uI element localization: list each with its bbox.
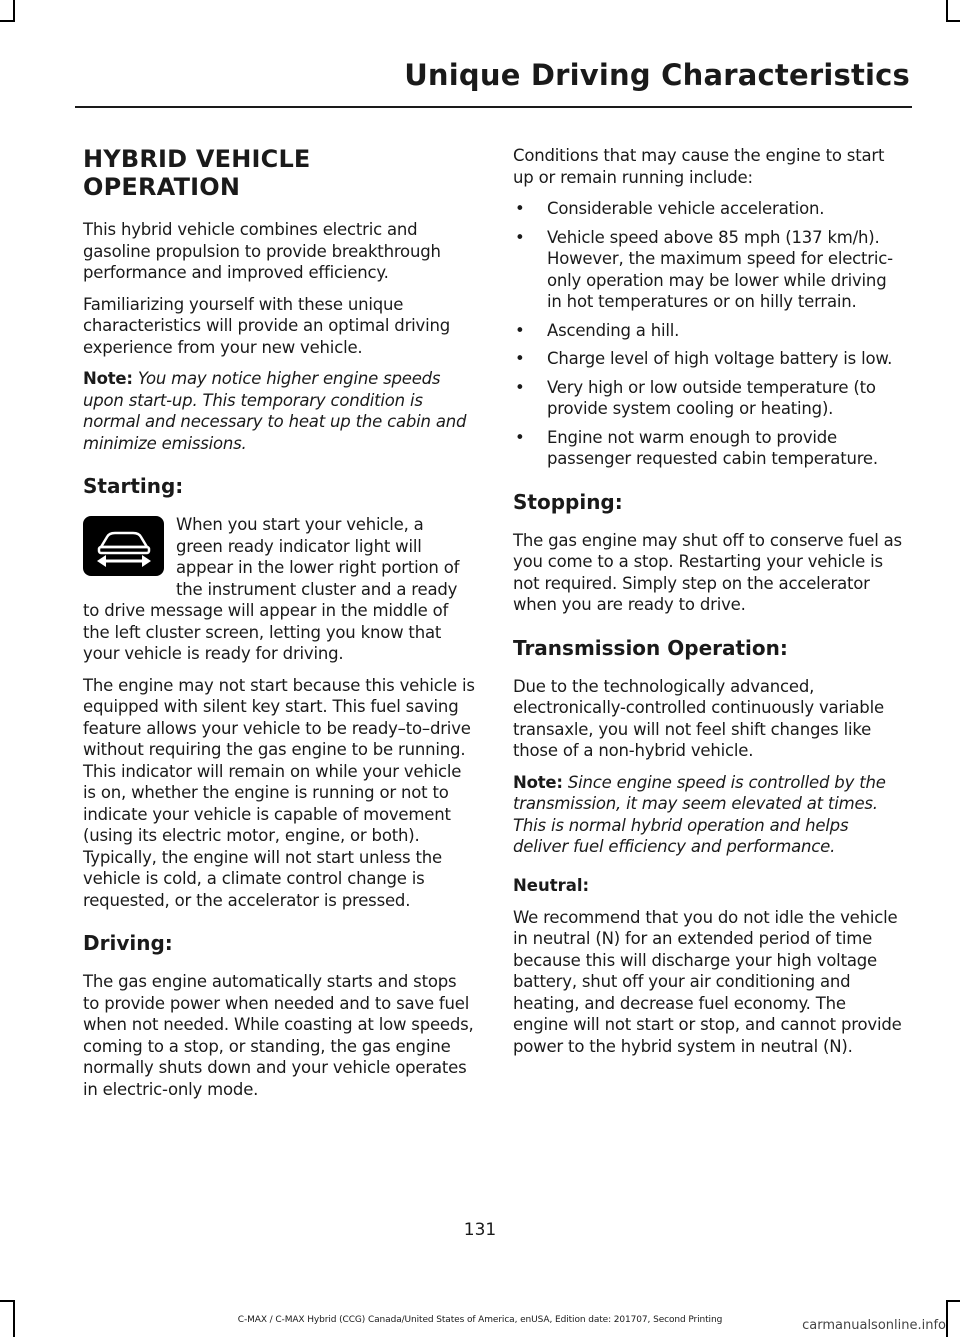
list-item [513,427,905,470]
header-divider [75,106,912,108]
stopping-heading: Stopping: [513,489,623,514]
list-item [513,320,905,342]
crop-mark-top-right-horizontal [946,20,960,22]
stopping-paragraph: The gas engine may shut off to conserve fuel as you come to a stop. Restarting your vehicle is not required. Simply step on the accelerator when you are ready to drive. [513,530,902,614]
footer-edition-info: C-MAX / C-MAX Hybrid (CCG) Canada/United States of America, enUSA, Edition date: 201707, Second Printing [237,1315,723,1325]
crop-mark-top-left-vertical [13,0,15,22]
note-label: Note: [83,369,133,388]
conditions-list [513,198,905,470]
starting-heading: Starting: [83,474,184,498]
starting-paragraph-1: When you start your vehicle, a green ready indicator light will appear in the lower right portion of the instrument cluster and a ready to drive message will appear in the middle of the left cluster screen, letting you know that your vehicle is ready for driving. [83,515,460,663]
note-label: Note: [513,772,563,792]
neutral-paragraph: We recommend that you do not idle the vehicle in neutral (N) for an extended period of time because this will discharge your high voltage battery, shut off your air conditioning and heating, and decrease fuel economy. The engine will not start or stop, and cannot provide power to the hybrid system in neutral (N). [513,907,902,1056]
watermark: carmanualsonline.info [802,1318,946,1333]
bullet: • [515,377,525,397]
list-item [513,377,905,420]
crop-mark-bottom-left-horizontal [0,1300,15,1302]
note-text: You may notice higher engine speeds upon start-up. This temporary condition is normal and necessary to heat up the cabin and minimize emissions. [83,369,467,453]
transmission-heading: Transmission Operation: [513,635,788,660]
left-column [83,145,475,1110]
conditions-intro: Conditions that may cause the engine to start up or remain running include: [513,146,885,187]
crop-mark-top-right-vertical [946,0,948,22]
bullet: • [515,227,525,247]
bullet: • [515,320,525,340]
list-item-text: Charge level of high voltage battery is low. [547,349,893,368]
driving-paragraph: The gas engine automatically starts and stops to provide power when needed and to save fuel when not needed. While coasting at low speeds, coming to a stop, or standing, the gas engine normally shuts down and your vehicle operates in electric-only mode. [83,972,474,1099]
driving-heading: Driving: [83,931,173,955]
section-heading: HYBRID VEHICLE OPERATION [83,145,311,201]
bullet: • [515,427,525,447]
page-section-title: Unique Driving Characteristics [404,58,910,92]
bullet: • [515,349,525,368]
right-column [513,145,905,1067]
neutral-heading: Neutral: [513,875,590,895]
list-item-text: Considerable vehicle acceleration. [547,199,825,218]
list-item [513,227,905,313]
list-item-text: Engine not warm enough to provide passenger requested cabin temperature. [547,427,878,468]
familiarize-paragraph: Familiarizing yourself with these unique characteristics will provide an optimal driving experience from your new vehicle. [83,294,451,357]
list-item [513,198,905,220]
startup-note [83,368,475,454]
page-number: 131 [463,1220,497,1240]
list-item-text: Ascending a hill. [547,320,680,340]
starting-paragraph-2: The engine may not start because this vehicle is equipped with silent key start. This fuel saving feature allows your vehicle to be ready–to–drive without requiring the gas engine to be running. This indicator will remain on while your vehicle is on, whether the engine is running or not to indicate your vehicle is capable of movement (using its electric motor, engine, or both). Typically, the engine will not start unless the vehicle is cold, a climate control change is requested, or the accelerator is pressed. [83,675,475,910]
crop-mark-top-left-horizontal [0,20,15,22]
transmission-note [513,772,905,858]
bullet: • [515,199,525,218]
ready-to-drive-car-icon [83,516,164,576]
note-text: Since engine speed is controlled by the transmission, it may seem elevated at times. This is normal hybrid operation and helps deliver fuel efficiency and performance. [513,772,886,856]
crop-mark-bottom-right-horizontal [946,1300,960,1302]
transmission-paragraph: Due to the technologically advanced, electronically-controlled continuously variable transaxle, you will not feel shift changes like those of a non-hybrid vehicle. [513,676,884,760]
intro-paragraph: This hybrid vehicle combines electric and gasoline propulsion to provide breakthrough performance and improved efficiency. [83,220,441,282]
list-item-text: Vehicle speed above 85 mph (137 km/h). However, the maximum speed for electric-only operation may be lower while driving in hot temperatures or on hilly terrain. [547,227,893,311]
list-item [513,348,905,370]
list-item-text: Very high or low outside temperature (to provide system cooling or heating). [547,377,876,418]
